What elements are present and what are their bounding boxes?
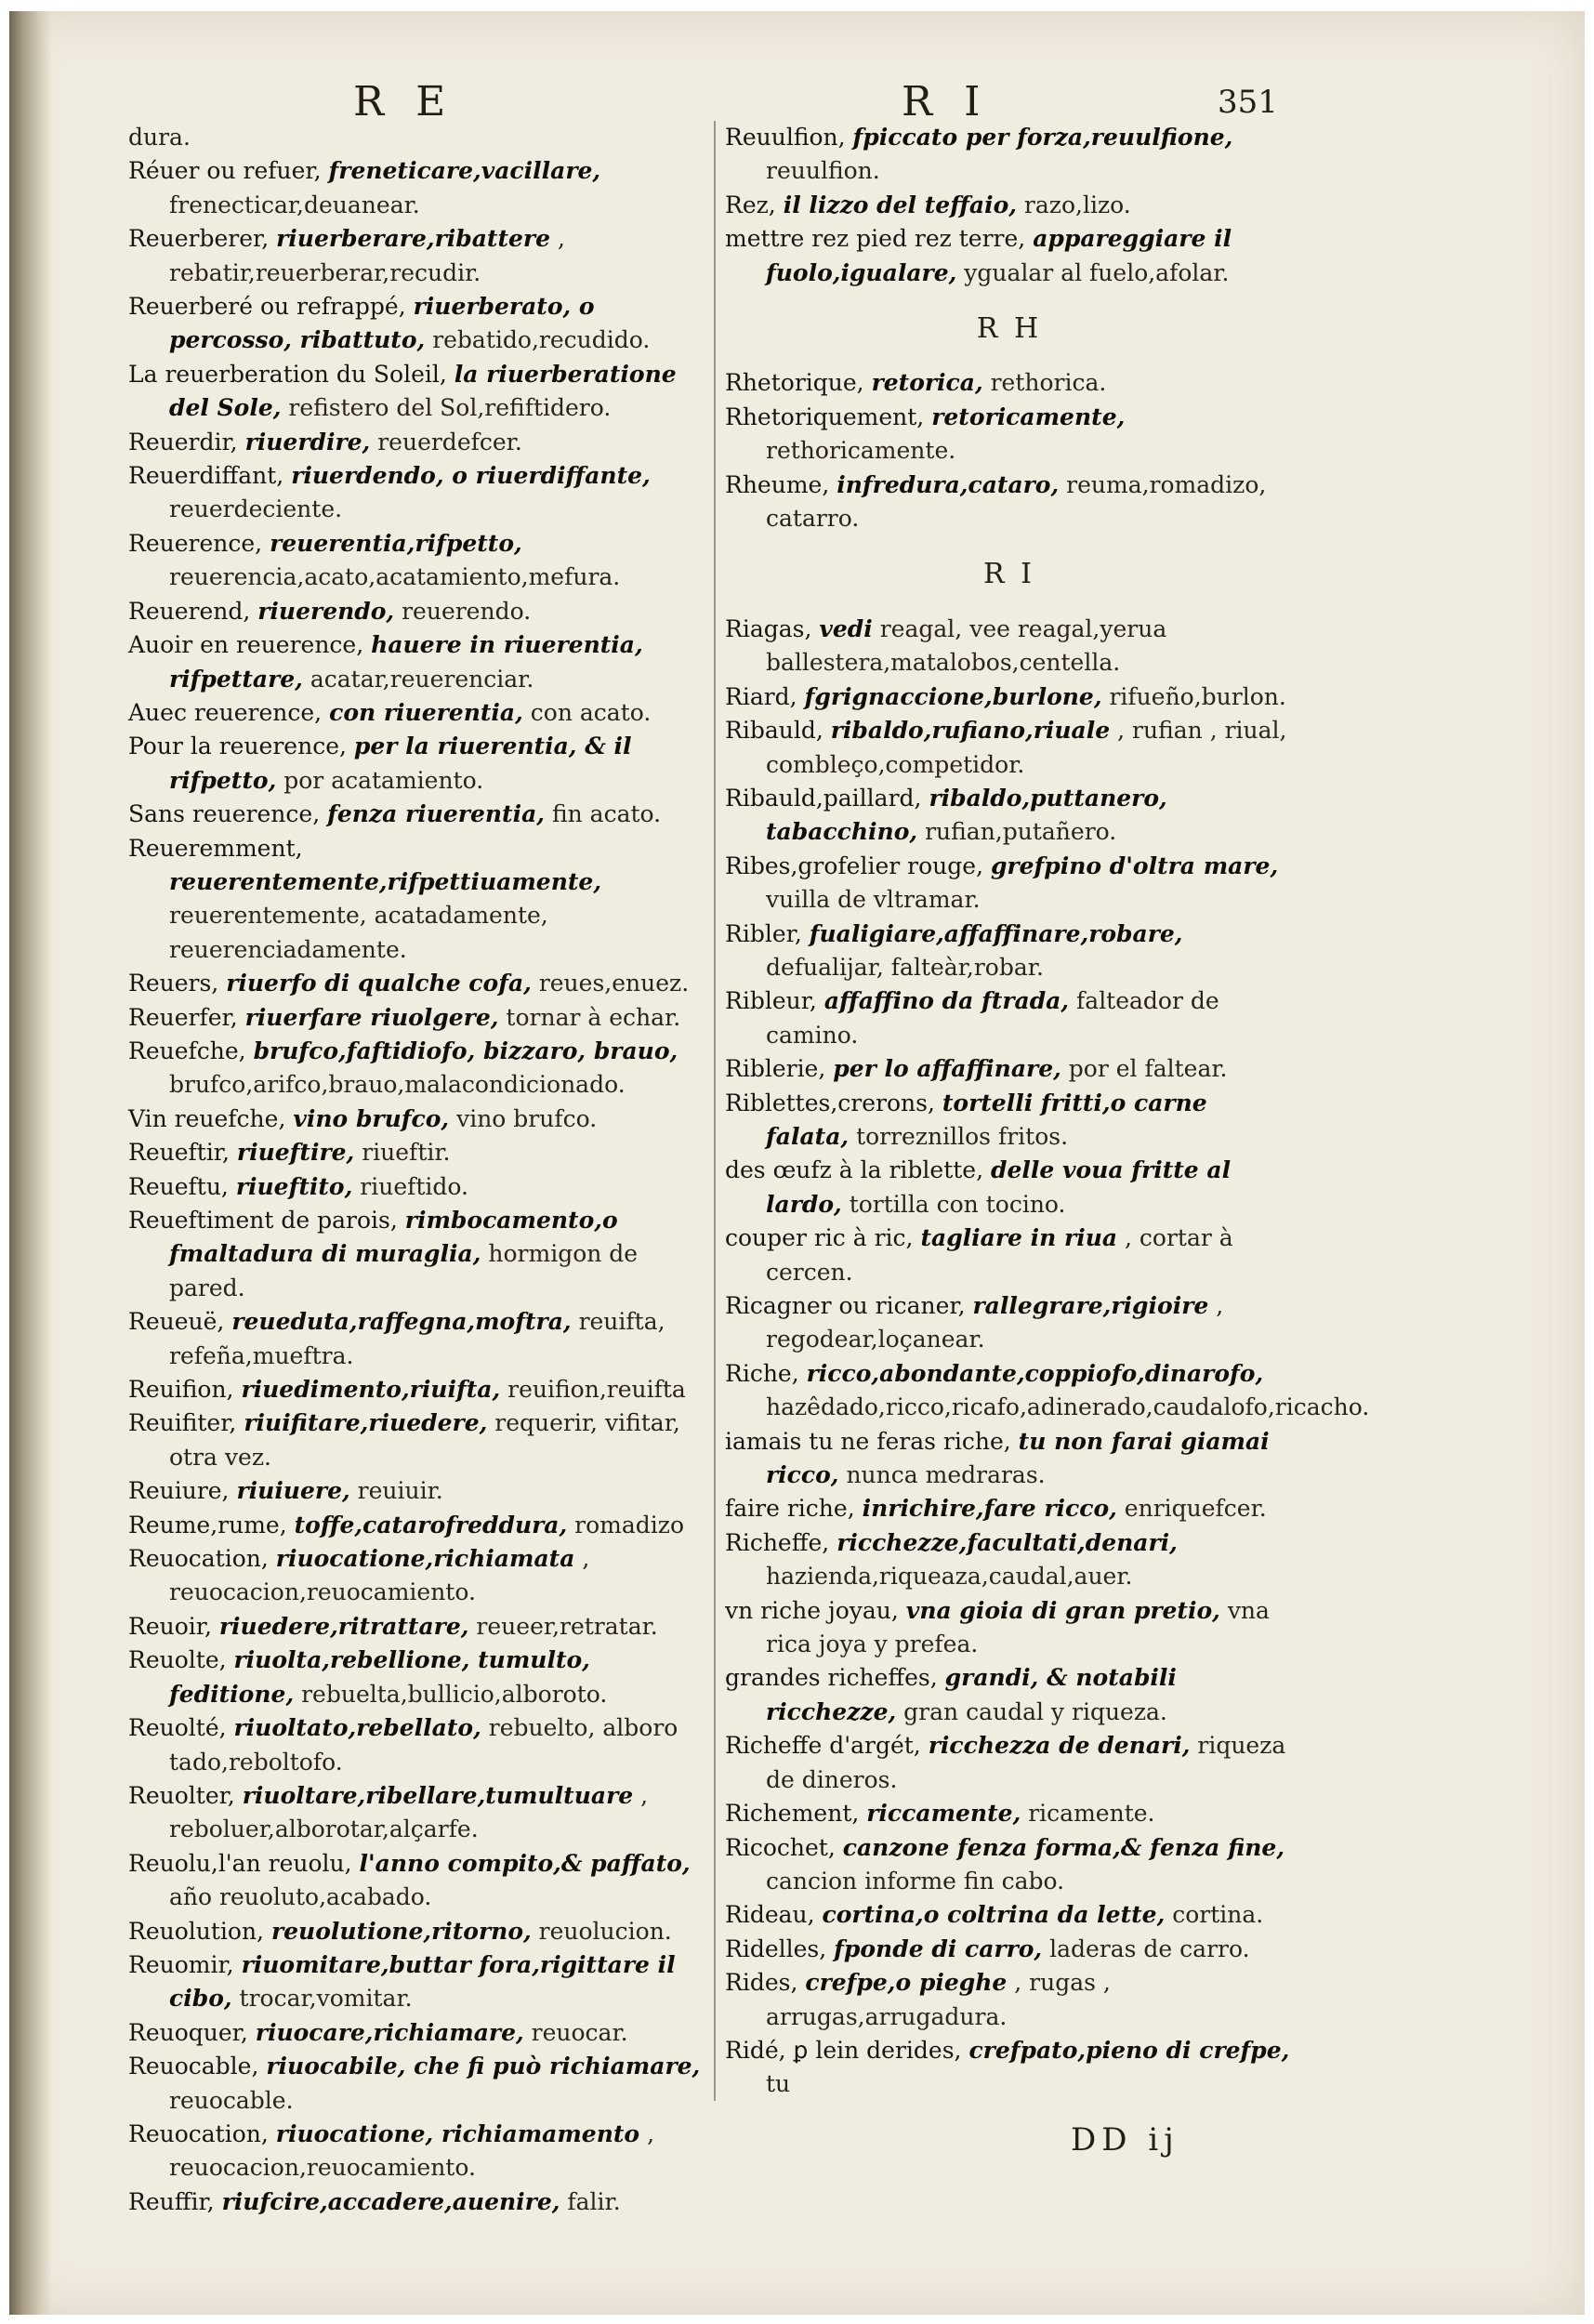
spanish-gloss: reuerentemente, acatadamente, reuerenciadamente. (169, 902, 548, 963)
dictionary-entry (725, 366, 1294, 400)
spanish-gloss: trocar,vomitar. (239, 1985, 413, 2013)
dictionary-entry (128, 595, 716, 628)
spanish-gloss: razo,lizo. (1023, 191, 1131, 218)
headword: Reuulfion, (725, 124, 846, 151)
headword: faire riche, (725, 1495, 855, 1523)
headword: Reuolu,l'an reuolu, (128, 1849, 352, 1877)
spanish-gloss: romadizo (574, 1511, 684, 1538)
italian-gloss: delle voua fritte al lardo, (766, 1156, 1232, 1218)
headword: Reuocable, (128, 2053, 259, 2080)
dictionary-entry (128, 222, 716, 290)
spanish-gloss: rebuelta,bullicio,alboroto. (301, 1680, 608, 1708)
headword: Ribauld,paillard, (725, 784, 922, 812)
italian-gloss: per la riuerentia, & il rifpetto, (169, 733, 632, 794)
spanish-gloss: hazêdado,ricco,ricafo,adinerado,caudalofo,ricacho. (766, 1393, 1370, 1421)
italian-gloss: infredura,cataro, (837, 470, 1060, 498)
italian-gloss: ribaldo,rufiano,riuale (830, 717, 1111, 745)
dictionary-entry (128, 696, 716, 730)
dictionary-entry (725, 1661, 1294, 1729)
spanish-gloss: reues,enuez. (538, 970, 690, 997)
italian-gloss: vedi (819, 614, 873, 642)
spanish-gloss: , reboluer,alborotar,alçarfe. (169, 1781, 649, 1843)
dictionary-entry (725, 189, 1294, 222)
headword: Riblerie, (725, 1055, 826, 1083)
spanish-gloss: , cortar à cercen. (766, 1224, 1233, 1286)
left-column (128, 121, 716, 2219)
dictionary-entry (128, 730, 716, 798)
page-number: 351 (1218, 84, 1278, 121)
spanish-gloss: reuolucion. (538, 1917, 672, 1945)
right-top-entries (725, 121, 1294, 290)
italian-gloss: inrichire,fare ricco, (862, 1495, 1117, 1523)
dictionary-entry (725, 1492, 1294, 1525)
italian-gloss: riuedimento,riuifta, (241, 1376, 501, 1404)
dictionary-entry (128, 1915, 716, 1948)
dictionary-entry (725, 782, 1294, 850)
italian-gloss: brufco,faftidiofo, bizzaro, brauo, (253, 1037, 678, 1064)
italian-gloss: reuerentia,rifpetto, (270, 529, 522, 557)
headword: iamais tu ne feras riche, (725, 1427, 1011, 1455)
italian-gloss: grefpino d'oltra mare, (990, 852, 1279, 879)
italian-gloss: ricco,abondante,coppiofo,dinarofo, (806, 1359, 1264, 1387)
italian-gloss: riuiuere, (236, 1477, 350, 1505)
spanish-gloss: hormigon de pared. (169, 1240, 639, 1301)
italian-gloss: il lizzo del teffaio, (783, 191, 1017, 218)
headword: Reueftu, (128, 1172, 229, 1200)
italian-gloss: reuerentemente,rifpettiuamente, (169, 867, 602, 895)
dictionary-entry (128, 1305, 716, 1373)
spanish-gloss: reuifta, refeña,mueftra. (169, 1308, 665, 1369)
dictionary-entry (128, 1948, 716, 2016)
italian-gloss: ricchezze,facultati,denari, (837, 1528, 1178, 1556)
dictionary-entry (725, 850, 1294, 918)
spanish-gloss: riueftido. (360, 1172, 468, 1200)
italian-gloss: rimbocamento,o fmaltadura di muraglia, (169, 1207, 618, 1268)
headword: Rez, (725, 191, 776, 218)
dictionary-entry (128, 1103, 716, 1136)
dictionary-entry (725, 1594, 1294, 1662)
italian-gloss: fenza riuerentia, (327, 800, 545, 828)
spanish-gloss: rufian,putañero. (925, 818, 1117, 846)
headword: Rheume, (725, 470, 830, 498)
headword: La reuerberation du Soleil, (128, 360, 447, 388)
column-divider (714, 121, 716, 2101)
headword: Richeffe d'argét, (725, 1732, 921, 1760)
dictionary-entry (128, 290, 716, 358)
headword: couper ric à ric, (725, 1224, 914, 1252)
italian-gloss: riuolta,rebellione, tumulto, feditione, (169, 1646, 590, 1708)
italian-gloss: rallegrare,rigioire (972, 1292, 1209, 1319)
dictionary-entry (725, 1526, 1294, 1594)
spanish-gloss: , reuocacion,reuocamiento. (169, 1545, 590, 1606)
headword: Reuifiter, (128, 1409, 237, 1437)
headword: Reuerberé ou refrappé, (128, 293, 406, 321)
headword: Reuolter, (128, 1781, 235, 1809)
spanish-gloss: , rebatir,reuerberar,recudir. (169, 225, 565, 286)
headword: Sans reuerence, (128, 800, 321, 828)
dictionary-entry (128, 358, 716, 426)
spanish-gloss: rifueño,burlon. (1109, 682, 1286, 710)
italian-gloss: tagliare in riua (920, 1224, 1118, 1252)
headword: Pour la reuerence, (128, 733, 347, 760)
italian-gloss: appareggiare il fuolo,igualare, (766, 225, 1232, 286)
spanish-gloss: torreznillos fritos. (856, 1122, 1069, 1150)
headword: Reuerend, (128, 597, 251, 625)
italian-gloss: riuerendo, (257, 597, 395, 625)
italian-gloss: tortelli fritti,o carne falata, (766, 1089, 1207, 1150)
headword: Ricochet, (725, 1833, 836, 1861)
dictionary-entry (128, 2185, 716, 2219)
dictionary-entry (725, 918, 1294, 985)
italian-gloss: riccamente, (866, 1800, 1021, 1828)
dictionary-entry (725, 401, 1294, 469)
headword: Reuffir, (128, 2187, 215, 2215)
header-left-letters: R E (353, 78, 455, 125)
italian-gloss: riuerberato, o percosso, ribattuto, (169, 293, 595, 354)
dictionary-entry (128, 527, 716, 595)
headword: Reuifion, (128, 1376, 234, 1404)
dictionary-entry (725, 1797, 1294, 1830)
italian-gloss: riuerfare riuolgere, (244, 1003, 499, 1031)
spanish-gloss: año reuoluto,acabado. (169, 1883, 432, 1911)
spanish-gloss: refistero del Sol,refiftidero. (288, 394, 612, 422)
spanish-gloss: reuulfion. (766, 157, 880, 185)
spanish-gloss: falir. (567, 2187, 621, 2215)
headword: Ribes,grofelier rouge, (725, 852, 983, 879)
italian-gloss: riueftito, (235, 1172, 353, 1200)
dictionary-entry (725, 1357, 1370, 1425)
dictionary-entry (725, 1425, 1294, 1493)
dictionary-entry (725, 1052, 1294, 1086)
book-gutter-shadow (9, 11, 52, 2315)
spanish-gloss: vino brufco. (456, 1104, 598, 1132)
headword: Reueftiment de parois, (128, 1207, 398, 1234)
italian-gloss: riuocatione, richiamamento (275, 2119, 640, 2147)
headword: Reuocation, (128, 1545, 269, 1573)
headword: mettre rez pied rez terre, (725, 225, 1026, 253)
italian-gloss: riuerberare,ribattere (276, 225, 551, 253)
headword: Riagas, (725, 614, 812, 642)
dictionary-entry (128, 1204, 716, 1305)
spanish-gloss: vna rica joya y prefea. (766, 1596, 1270, 1658)
spanish-gloss: , regodear,loçanear. (766, 1292, 1224, 1353)
dictionary-entry (128, 1542, 716, 1610)
dictionary-entry (128, 2016, 716, 2050)
spanish-gloss: falteador de camino. (766, 987, 1219, 1049)
italian-gloss: vino brufco, (293, 1104, 450, 1132)
dictionary-entry (128, 1847, 716, 1915)
dictionary-entry (128, 2118, 716, 2185)
headword: Rhetorique, (725, 369, 864, 397)
headword: Reume,rume, (128, 1511, 287, 1538)
spanish-gloss: laderas de carro. (1049, 1934, 1250, 1962)
spanish-gloss: reuifion,reuifta (507, 1376, 686, 1404)
spanish-gloss: rebuelto, alboro tado,reboltofo. (169, 1714, 678, 1776)
spanish-gloss: dura. (128, 124, 191, 151)
headword: Reuomir, (128, 1950, 234, 1978)
italian-gloss: ricchezza de denari, (928, 1732, 1191, 1760)
italian-gloss: riuerdendo, o riuerdiffante, (291, 462, 651, 490)
dictionary-entry (128, 1170, 716, 1204)
headword: Reuefche, (128, 1037, 246, 1064)
spanish-gloss: , rugas , arrugas,arrugadura. (766, 1969, 1111, 2030)
headword: Ridé, ꝑ lein derides, (725, 2036, 962, 2064)
dictionary-entry (725, 469, 1294, 536)
spanish-gloss: reuocar. (531, 2018, 628, 2046)
dictionary-entry (128, 1779, 716, 1847)
italian-gloss: ribaldo,puttanero, tabacchino, (766, 784, 1167, 846)
headword: Rhetoriquement, (725, 403, 925, 430)
italian-gloss: riuomitare,buttar fora,rigittare il cibo, (169, 1950, 676, 2013)
dictionary-entry (128, 798, 716, 831)
spanish-gloss: cancion informe fin cabo. (766, 1867, 1065, 1895)
headword: Reuolte, (128, 1646, 227, 1674)
italian-gloss: con riuerentia, (329, 698, 523, 726)
headword: des œufz à la riblette, (725, 1156, 984, 1184)
headword: Reuerberer, (128, 225, 270, 253)
italian-gloss: riuocabile, che fi può richiamare, (266, 2053, 701, 2080)
spanish-gloss: , reuocacion,reuocamiento. (169, 2119, 655, 2182)
italian-gloss: riuoltare,ribellare,tumultuare (242, 1781, 634, 1809)
spanish-gloss: con acato. (530, 698, 652, 726)
headword: grandes richeffes, (725, 1664, 938, 1692)
dictionary-entry (128, 1035, 716, 1103)
headword: Richeffe, (725, 1528, 830, 1556)
dictionary-entry (725, 613, 1294, 680)
headword: Reuerdir, (128, 428, 238, 456)
headword: Reuolté, (128, 1714, 227, 1742)
headword: Rides, (725, 1969, 798, 1997)
spanish-gloss: riueftir. (362, 1139, 451, 1167)
italian-gloss: vna gioia di gran pretio, (905, 1596, 1220, 1624)
spanish-gloss: cortina. (1172, 1901, 1264, 1929)
dictionary-entry (725, 222, 1294, 290)
spanish-gloss: fin acato. (551, 800, 662, 828)
spanish-gloss: gran caudal y riqueza. (903, 1697, 1167, 1725)
headword: Reuolution, (128, 1917, 265, 1945)
italian-gloss: grandi, & notabili ricchezze, (766, 1664, 1177, 1725)
dictionary-entry (128, 2050, 716, 2118)
italian-gloss: freneticare,vacillare, (328, 157, 601, 185)
italian-gloss: hauere in riuerentia, rifpettare, (169, 631, 643, 693)
dictionary-entry (725, 2034, 1294, 2102)
spanish-gloss: ricamente. (1028, 1800, 1155, 1828)
headword: Ribler, (725, 919, 802, 947)
spanish-gloss: reuerdefcer. (377, 428, 522, 456)
italian-gloss: tu non farai giamai ricco, (766, 1427, 1270, 1489)
dictionary-entry (128, 1509, 716, 1542)
dictionary-entry (128, 426, 716, 459)
headword: Auec reuerence, (128, 698, 323, 726)
dictionary-entry (128, 1001, 716, 1035)
italian-gloss: crefpe,o pieghe (805, 1969, 1008, 1997)
headword: Riblettes,crerons, (725, 1089, 935, 1116)
headword: Reuoquer, (128, 2018, 248, 2046)
dictionary-entry (128, 1406, 716, 1474)
italian-gloss: toffe,catarofreddura, (294, 1511, 568, 1538)
spanish-gloss: requerir, vifitar, otra vez. (169, 1409, 680, 1471)
dictionary-entry (128, 1136, 716, 1169)
dictionary-entry (725, 680, 1294, 714)
spanish-gloss: tu (766, 2070, 791, 2098)
headword: Reuerfer, (128, 1003, 238, 1031)
headword: Reuocation, (128, 2119, 269, 2147)
headword: Ridelles, (725, 1934, 827, 1962)
spanish-gloss: rethoricamente. (766, 437, 956, 465)
spanish-gloss: reueer,retratar. (476, 1612, 658, 1640)
spanish-gloss: vuilla de vltramar. (766, 886, 981, 914)
dictionary-entry (128, 628, 716, 696)
italian-gloss: crefpato,pieno di crefpe, (968, 2036, 1290, 2064)
signature-mark: DD ij (1071, 2121, 1179, 2159)
spanish-gloss: reuerendo. (402, 597, 532, 625)
headword: Reueremment, (128, 834, 303, 862)
spanish-gloss: reagal, vee reagal,yerua ballestera,matalobos,centella. (766, 614, 1167, 677)
spanish-gloss: reuocable. (169, 2086, 294, 2114)
headword: Ribauld, (725, 717, 823, 745)
dictionary-entry (725, 1221, 1294, 1289)
headword: Ricagner ou ricaner, (725, 1292, 966, 1319)
italian-gloss: riuedere,ritrattare, (218, 1612, 469, 1640)
spanish-gloss: acatar,reuerenciar. (310, 665, 534, 693)
section-heading-rh: R H (976, 312, 1043, 346)
spanish-gloss: reuma,romadizo, catarro. (766, 470, 1267, 533)
dictionary-entry (128, 1610, 716, 1644)
italian-gloss: fgrignaccione,burlone, (804, 682, 1102, 710)
italian-gloss: reueduta,raffegna,moftra, (231, 1308, 572, 1336)
dictionary-page (9, 11, 1585, 2315)
dictionary-entry (725, 1729, 1294, 1797)
headword: Reuiure, (128, 1477, 230, 1505)
italian-gloss: retorica, (871, 369, 983, 397)
spanish-gloss: por acatamiento. (283, 766, 484, 794)
spanish-gloss: rethorica. (990, 369, 1107, 397)
dictionary-entry (725, 1289, 1294, 1357)
spanish-gloss: reuerdeciente. (169, 495, 343, 523)
dictionary-entry (725, 1087, 1294, 1155)
spanish-gloss: defualijar, falteàr,robar. (766, 953, 1044, 981)
rh-entries (725, 366, 1294, 535)
headword: Riard, (725, 682, 797, 710)
section-heading-ri: R I (983, 558, 1035, 591)
dictionary-entry (128, 832, 716, 968)
italian-gloss: reuolutione,ritorno, (270, 1917, 532, 1945)
ri-entries (725, 613, 1370, 2102)
italian-gloss: fponde di carro, (834, 1934, 1043, 1962)
italian-gloss: riuocatione,richiamata (275, 1545, 575, 1573)
spanish-gloss: frenecticar,deuanear. (169, 191, 420, 218)
dictionary-entry (725, 1154, 1294, 1221)
dictionary-entry (725, 984, 1294, 1052)
italian-gloss: riueftire, (236, 1139, 355, 1167)
italian-gloss: la riuerberatione del Sole, (169, 360, 677, 422)
italian-gloss: fpiccato per forza,reuulfione, (852, 124, 1233, 151)
dictionary-entry (128, 1711, 716, 1779)
italian-gloss: riuerdire, (244, 428, 371, 456)
spanish-gloss: reuiuir. (357, 1477, 443, 1505)
italian-gloss: riufcire,accadere,auenire, (221, 2187, 560, 2215)
dictionary-entry (128, 121, 716, 154)
headword: Ribleur, (725, 987, 817, 1015)
italian-gloss: affaffino da ftrada, (823, 987, 1070, 1015)
headword: Reueftir, (128, 1139, 230, 1167)
italian-gloss: cortina,o coltrina da lette, (822, 1901, 1166, 1929)
headword: Auoir en reuerence, (128, 631, 364, 659)
dictionary-entry (128, 459, 716, 527)
dictionary-entry (128, 967, 716, 1000)
headword: Richement, (725, 1800, 860, 1828)
spanish-gloss: ygualar al fuelo,afolar. (964, 258, 1230, 286)
italian-gloss: riuoltato,rebellato, (233, 1714, 481, 1742)
italian-gloss: fualigiare,affaffinare,robare, (809, 919, 1183, 947)
spanish-gloss: brufco,arifco,brauo,malacondicionado. (169, 1071, 626, 1099)
dictionary-entry (725, 121, 1294, 189)
italian-gloss: l'anno compito,& paffato, (359, 1849, 691, 1877)
spanish-gloss: tortilla con tocino. (849, 1190, 1066, 1218)
italian-gloss: retoricamente, (931, 403, 1126, 430)
italian-gloss: canzone fenza forma,& fenza fine, (842, 1833, 1285, 1861)
spanish-gloss: tornar à echar. (506, 1003, 681, 1031)
spanish-gloss: por el faltear. (1068, 1055, 1228, 1083)
headword: Reueuë, (128, 1308, 225, 1336)
dictionary-entry (725, 1831, 1294, 1899)
italian-gloss: per lo affaffinare, (833, 1055, 1061, 1083)
italian-gloss: riuocare,richiamare, (255, 2018, 524, 2046)
dictionary-entry (725, 1933, 1294, 1966)
spanish-gloss: , rufian , riual, combleço,competidor. (766, 717, 1287, 778)
dictionary-entry (725, 714, 1294, 782)
spanish-gloss: riqueza de dineros. (766, 1732, 1286, 1793)
headword: Reuoir, (128, 1612, 212, 1640)
spanish-gloss: rebatido,recudido. (432, 326, 651, 354)
italian-gloss: riuerfo di qualche cofa, (226, 970, 532, 997)
dictionary-entry (128, 1373, 716, 1406)
headword: Vin reuefche, (128, 1104, 286, 1132)
headword: Reuers, (128, 970, 219, 997)
spanish-gloss: nunca medraras. (846, 1461, 1046, 1489)
spanish-gloss: hazienda,riqueaza,caudal,auer. (766, 1563, 1133, 1591)
spanish-gloss: reuerencia,acato,acatamiento,mefura. (169, 563, 621, 591)
headword: Riche, (725, 1359, 799, 1387)
dictionary-entry (128, 1644, 716, 1711)
headword: Rideau, (725, 1901, 815, 1929)
header-right-letters: R I (902, 78, 990, 125)
headword: Reuerence, (128, 529, 263, 557)
headword: Réuer ou refuer, (128, 157, 322, 185)
right-column (725, 121, 1370, 2102)
dictionary-entry (725, 1898, 1294, 1932)
dictionary-entry (128, 154, 716, 222)
spanish-gloss: enriquefcer. (1124, 1495, 1267, 1523)
headword: Reuerdiffant, (128, 462, 284, 490)
dictionary-entry (725, 1966, 1294, 2034)
dictionary-entry (128, 1474, 716, 1508)
italian-gloss: riuifitare,riuedere, (244, 1409, 488, 1437)
headword: vn riche joyau, (725, 1596, 899, 1624)
